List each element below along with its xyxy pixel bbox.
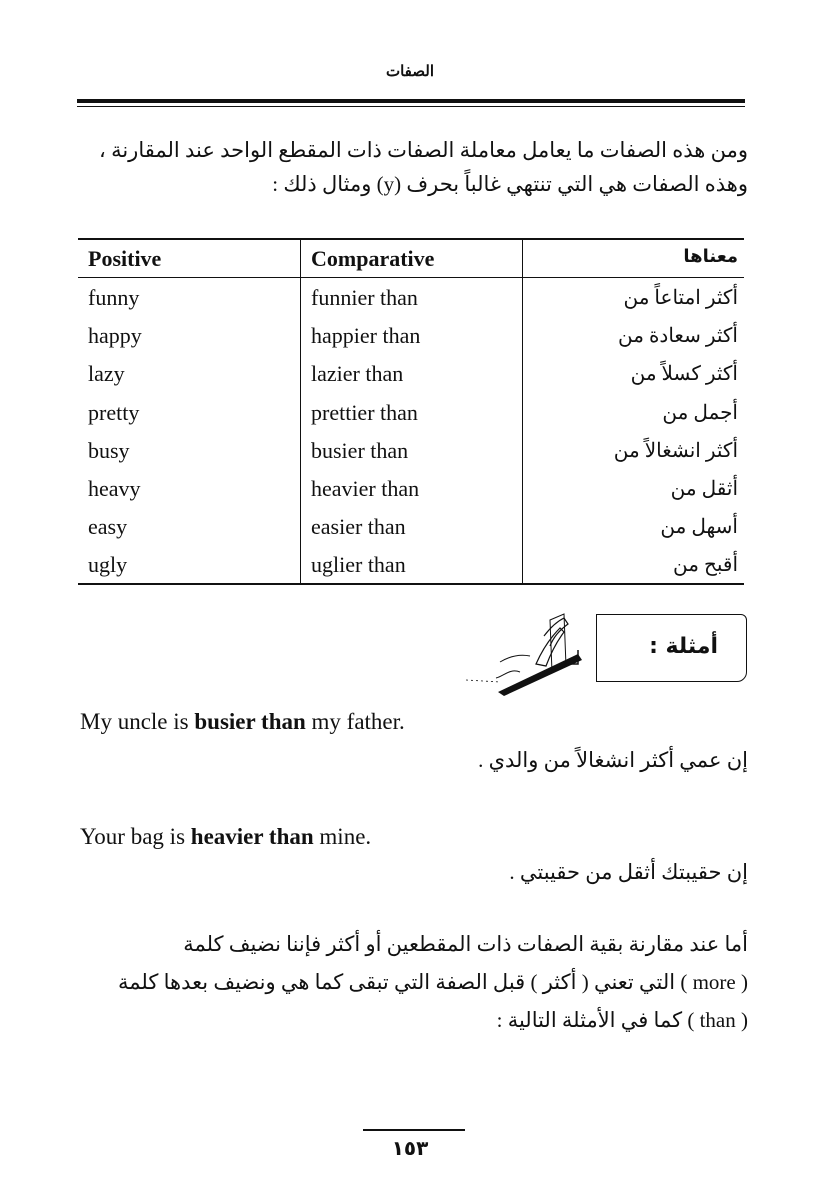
cell-meaning: أقبح من	[673, 554, 738, 577]
cell-comparative: uglier than	[311, 552, 406, 578]
cell-meaning: أكثر انشغالاً من	[613, 439, 738, 462]
example-text: My uncle is	[80, 709, 195, 734]
example-text: my father.	[305, 709, 405, 734]
paragraph-line-3: ( than ) كما في الأمثلة التالية :	[496, 1008, 748, 1032]
intro-line-1: ومن هذه الصفات ما يعامل معاملة الصفات ذات المقطع الواحد عند المقارنة ،	[99, 138, 748, 162]
cell-positive: busy	[88, 437, 130, 463]
table-row	[78, 285, 744, 323]
intro-line-2: وهذه الصفات هي التي تنتهي غالباً بحرف (y) ومثال ذلك :	[272, 172, 748, 196]
example-highlight: busier than	[194, 709, 306, 734]
cell-comparative: heavier than	[311, 475, 420, 501]
page-number: ١٥٣	[391, 1136, 429, 1160]
example-1-english	[80, 709, 405, 735]
table-row	[78, 438, 744, 476]
cell-comparative: easier than	[311, 514, 406, 540]
cell-meaning: أكثر امتاعاً من	[623, 287, 738, 309]
cell-comparative: funnier than	[311, 285, 418, 310]
examples-label: أمثلة :	[649, 634, 718, 659]
cell-meaning: أكثر كسلاً من	[630, 363, 738, 386]
table-header-divider	[78, 277, 744, 278]
cell-positive: funny	[88, 285, 140, 310]
header-rule-thin	[77, 106, 745, 107]
cell-positive: happy	[88, 323, 142, 349]
cell-positive: easy	[88, 514, 128, 540]
table-row	[78, 552, 744, 590]
cell-comparative: lazier than	[311, 361, 404, 387]
table-top-border	[78, 238, 744, 240]
table-header-comparative: Comparative	[311, 246, 435, 271]
table-row	[78, 361, 744, 399]
cell-positive: lazy	[88, 361, 125, 387]
cell-meaning: أسهل من	[660, 516, 738, 539]
table-row	[78, 514, 744, 552]
example-highlight: heavier than	[190, 824, 314, 849]
table-row	[78, 476, 744, 514]
example-text: mine.	[313, 824, 372, 849]
cell-positive: pretty	[88, 399, 140, 425]
table-row	[78, 400, 744, 438]
table-body	[78, 285, 744, 591]
cell-positive: ugly	[88, 552, 128, 578]
footer-rule	[363, 1129, 465, 1131]
table-row	[78, 323, 744, 361]
table-header-meaning: معناها	[683, 246, 738, 267]
cell-meaning: أثقل من	[670, 477, 738, 500]
table-header-positive: Positive	[88, 246, 162, 271]
cell-meaning: أجمل من	[662, 401, 738, 424]
cell-meaning: أكثر سعادة من	[618, 325, 738, 348]
cell-comparative: busier than	[311, 437, 409, 463]
example-2-arabic: إن حقيبتك أثقل من حقيبتي .	[509, 860, 748, 884]
cell-comparative: prettier than	[311, 399, 418, 425]
paragraph-line-2: ( more ) التي تعني ( أكثر ) قبل الصفة التي تبقى كما هي ونضيف بعدها كلمة	[118, 970, 748, 994]
example-1-arabic: إن عمي أكثر انشغالاً من والدي .	[478, 748, 748, 772]
page-header-title: الصفات	[385, 64, 435, 80]
header-rule-thick	[77, 99, 745, 103]
writing-hand-icon	[460, 606, 610, 696]
example-text: Your bag is	[80, 824, 191, 849]
cell-positive: heavy	[88, 475, 141, 501]
paragraph-line-1: أما عند مقارنة بقية الصفات ذات المقطعين أو أكثر فإننا نضيف كلمة	[183, 932, 748, 956]
cell-comparative: happier than	[311, 323, 421, 349]
example-2-english	[80, 824, 371, 850]
